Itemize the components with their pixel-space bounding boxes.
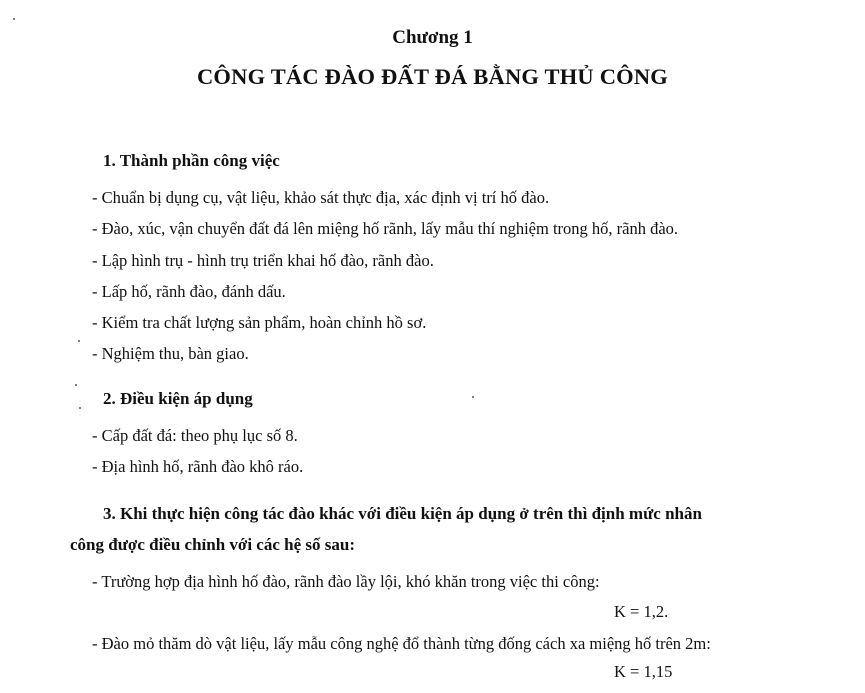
section2-item: - Địa hình hố, rãnh đào khô ráo. (92, 457, 304, 476)
coefficient-value: K = 1,15 (614, 662, 673, 681)
coefficient-value: K = 1,2. (614, 602, 669, 621)
section1-item: - Lập hình trụ - hình trụ triển khai hố đào, rãnh đào. (92, 251, 434, 270)
section2-heading: 2. Điều kiện áp dụng (103, 389, 253, 408)
section3-item: - Trường hợp địa hình hố đào, rãnh đào lầy lội, khó khăn trong việc thi công: (92, 572, 600, 591)
section3-heading-line1: 3. Khi thực hiện công tác đào khác với điều kiện áp dụng ở trên thì định mức nhân (103, 504, 702, 523)
section3-heading-line2: công được điều chỉnh với các hệ số sau: (70, 535, 355, 554)
chapter-label: Chương 1 (392, 27, 473, 48)
section3-item: - Đào mỏ thăm dò vật liệu, lấy mẫu công nghệ đổ thành từng đống cách xa miệng hố trên 2m: (92, 634, 711, 653)
section1-item: - Nghiệm thu, bàn giao. (92, 344, 249, 363)
section2-item: - Cấp đất đá: theo phụ lục số 8. (92, 426, 298, 445)
scan-speck (78, 340, 80, 342)
section1-item: - Kiểm tra chất lượng sản phẩm, hoàn chỉnh hồ sơ. (92, 313, 427, 332)
scan-speck (13, 18, 15, 20)
section1-item: - Đào, xúc, vận chuyển đất đá lên miệng hố rãnh, lấy mẫu thí nghiệm trong hố, rãnh đào. (92, 219, 679, 238)
section1-heading: 1. Thành phần công việc (103, 151, 280, 170)
scan-speck (79, 407, 81, 409)
section1-item: - Lấp hố, rãnh đào, đánh dấu. (92, 282, 286, 301)
scan-speck (472, 396, 474, 398)
section1-item: - Chuẩn bị dụng cụ, vật liệu, khảo sát thực địa, xác định vị trí hố đào. (92, 188, 550, 207)
scan-speck (75, 384, 77, 386)
chapter-title: CÔNG TÁC ĐÀO ĐẤT ĐÁ BẰNG THỦ CÔNG (196, 64, 669, 89)
